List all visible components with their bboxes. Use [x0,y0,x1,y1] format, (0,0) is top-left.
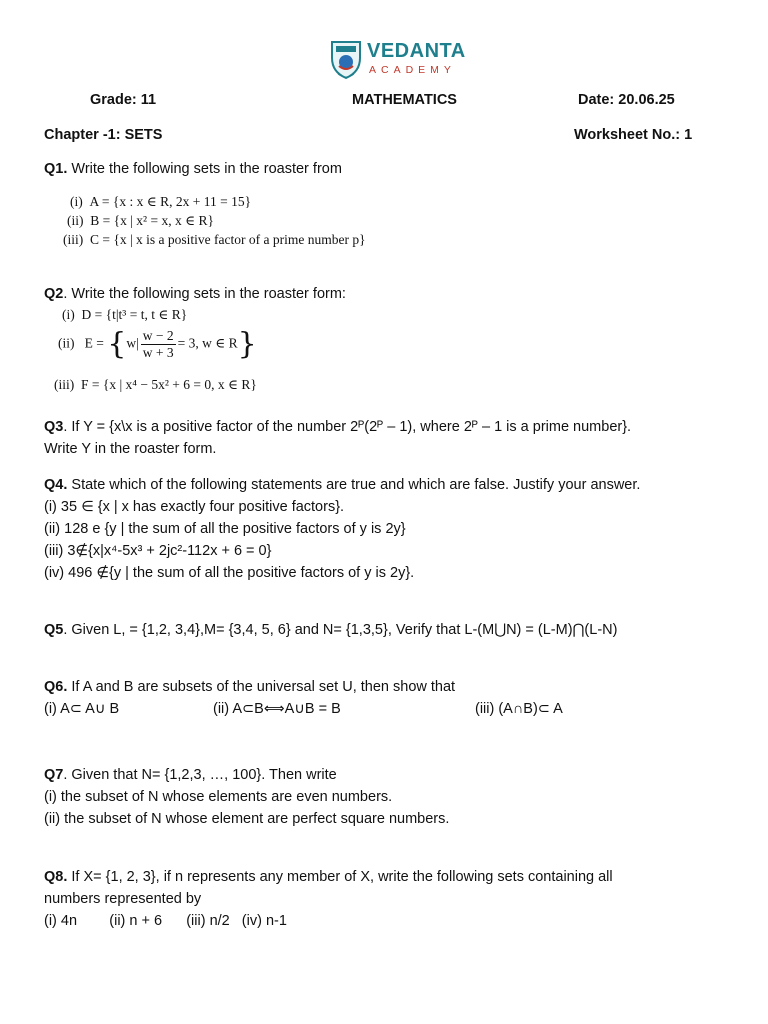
question-3 [44,416,631,438]
numerator: w − 2 [142,328,174,343]
q1-part-i [70,192,251,211]
q4-part-ii: (ii) 128 e {y | the sum of all the positive factors of y is 2y} [44,521,406,537]
q6-part-iii: (iii) (A∩B)⊂ A [475,701,563,717]
question-number: Q7 [44,767,64,783]
question-number: Q8. [44,869,68,885]
part-label: (i) [62,307,75,322]
vedanta-emblem-icon [328,38,364,80]
brand-name: VEDANTA [367,40,466,62]
question-number: Q4. [44,477,68,493]
part-label: (iii) [54,377,75,392]
question-2 [44,283,346,305]
question-text: . Given that N= {1,2,3, …, 100}. Then write [63,767,337,783]
grade-label: Grade: 11 [90,92,157,108]
q4-part-iv: (iv) 496 ∉{y | the sum of all the positive factors of y is 2y}. [44,565,415,581]
question-number: Q2 [44,286,64,302]
fraction [141,328,176,361]
set-condition: = 3, w ∈ R [177,335,238,351]
question-text: . If Y = {x\x is a positive factor of the number 2ᴾ(2ᴾ – 1), where 2ᴾ – 1 is a prime number}. [63,419,632,435]
question-text: If A and B are subsets of the universal set U, then show that [67,679,456,695]
q4-part-iii: (iii) 3∉{x|x⁴-5x³ + 2jc²-112x + 6 = 0} [44,543,272,559]
chapter-label: Chapter -1: SETS [44,127,163,143]
question-1 [44,158,342,180]
q7-part-i: (i) the subset of N whose elements are even numbers. [44,789,393,805]
question-text: . Given L, = {1,2, 3,4},M= {3,4, 5, 6} and N= {1,3,5}, Verify that L-(M⋃N) = (L-M)⋂(L-N) [63,622,618,638]
worksheet-label: Worksheet No.: 1 [574,127,693,143]
question-text: State which of the following statements are true and which are false. Justify your answer. [67,477,641,493]
part-label: (ii) [58,335,75,351]
question-number: Q6. [44,679,68,695]
q7-part-ii: (ii) the subset of N whose element are perfect square numbers. [44,811,450,827]
question-number: Q5 [44,622,64,638]
question-8-parts: (i) 4n (ii) n + 6 (iii) n/2 (iv) n-1 [44,913,287,929]
denominator: w + 3 [142,345,174,360]
set-variable: w| [126,335,139,351]
question-7 [44,764,337,786]
brand-subtitle: ACADEMY [369,64,456,76]
date-label: Date: 20.06.25 [578,92,675,108]
question-number: Q1. [44,161,68,177]
question-text: Write the following sets in the roaster from [67,161,342,177]
question-6 [44,676,455,698]
right-brace-icon: } [237,326,257,362]
part-label: (ii) [67,213,84,228]
set-expression: A = {x : x ∈ R, 2x + 11 = 15} [89,194,252,209]
subject-label: MATHEMATICS [352,92,457,108]
question-3-line-2: Write Y in the roaster form. [44,441,217,457]
set-name: E = [84,335,104,351]
q6-part-i: (i) A⊂ A∪ B [44,701,120,717]
question-text: . Write the following sets in the roaster form: [63,286,346,302]
part-label: (i) [70,194,83,209]
q2-part-i [62,305,187,324]
q2-part-iii [54,375,257,394]
question-5 [44,619,617,641]
part-label: (iii) [63,232,84,247]
set-expression: D = {t|t³ = t, t ∈ R} [81,307,188,322]
q6-part-ii: (ii) A⊂B⟺A∪B = B [213,701,341,717]
q2-part-ii [58,328,257,361]
q1-part-iii [63,230,366,249]
set-expression: F = {x | x⁴ − 5x² + 6 = 0, x ∈ R} [81,377,257,392]
set-expression: C = {x | x is a positive factor of a prime number p} [90,232,366,247]
q4-part-i: (i) 35 ∈ {x | x has exactly four positive factors}. [44,499,345,515]
question-text: If X= {1, 2, 3}, if n represents any member of X, write the following sets containing all [67,869,613,885]
set-expression: B = {x | x² = x, x ∈ R} [90,213,214,228]
question-4 [44,474,640,496]
left-brace-icon: { [107,326,127,362]
question-8-line-2: numbers represented by [44,891,202,907]
q1-part-ii [67,211,214,230]
question-number: Q3 [44,419,64,435]
question-8 [44,866,613,888]
